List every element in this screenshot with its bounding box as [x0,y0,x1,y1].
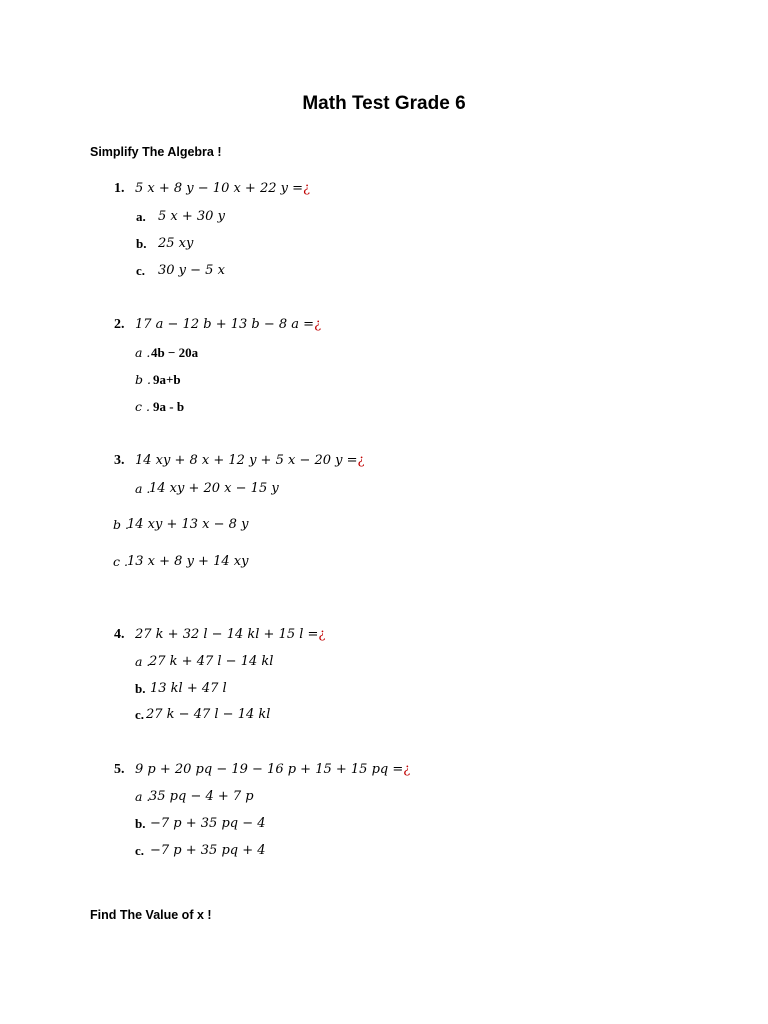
question-1-option-b-label: b. [136,236,147,251]
question-2-expression: 17 a − 12 b + 13 b − 8 a =¿ [135,317,322,332]
question-1-option-a-text: 5 x + 30 y [158,209,225,224]
question-4-option-a-label: a . [135,654,151,669]
question-4-number: 4. [114,627,125,642]
question-3-expression: 14 xy + 8 x + 12 y + 5 x − 20 y =¿ [135,453,365,468]
question-5-option-b-text: −7 p + 35 pq − 4 [150,816,266,831]
question-3-number: 3. [114,453,125,468]
question-4-option-c-text: 27 k − 47 l − 14 kl [146,707,271,722]
question-2-option-a-text: 4b − 20a [151,345,199,360]
question-4-option-b-text: 13 kl + 47 l [150,681,227,696]
question-2-option-c-label: c . [135,399,150,414]
question-5-option-c-label: c. [135,843,145,858]
page-title: Math Test Grade 6 [302,93,466,114]
question-1-option-a-label: a. [136,209,146,224]
section-heading-find-x: Find The Value of x ! [90,908,212,922]
question-5-number: 5. [114,762,125,777]
question-1-option-b-text: 25 xy [158,236,194,251]
question-2-option-c-text: 9a - b [153,399,185,414]
answer-blank-mark: ¿ [318,627,326,642]
question-2-option-b-text: 9a+b [153,372,181,387]
question-4-option-c-label: c. [135,707,145,722]
question-5-option-a-label: a . [135,789,151,804]
question-2-option-b-label: b . [135,372,151,387]
question-5-option-c-text: −7 p + 35 pq + 4 [150,843,266,858]
question-5-expression: 9 p + 20 pq − 19 − 16 p + 15 + 15 pq =¿ [135,762,411,777]
question-4-expression: 27 k + 32 l − 14 kl + 15 l =¿ [135,627,326,642]
answer-blank-mark: ¿ [303,181,310,196]
question-1-option-c-label: c. [136,263,146,278]
question-4-option-a-text: 27 k + 47 l − 14 kl [149,654,274,669]
question-3-option-c-label: c . [113,554,128,569]
answer-blank-mark: ¿ [403,762,411,777]
question-1-option-c-text: 30 y − 5 x [158,263,225,278]
question-4-option-b-label: b. [135,681,146,696]
question-5-option-b-label: b. [135,816,146,831]
question-3-option-a-text: 14 xy + 20 x − 15 y [149,481,279,496]
question-2-option-a-label: a . [135,345,151,360]
question-3-option-c-text: 13 x + 8 y + 14 xy [127,554,249,569]
question-2-number: 2. [114,317,125,332]
answer-blank-mark: ¿ [314,317,322,332]
question-1-expression: 5 x + 8 y − 10 x + 22 y =¿ [135,181,310,196]
question-3-option-a-label: a . [135,481,151,496]
answer-blank-mark: ¿ [357,453,365,468]
question-3-option-b-text: 14 xy + 13 x − 8 y [127,517,249,532]
question-3-option-b-label: b . [113,517,129,532]
section-heading-simplify: Simplify The Algebra ! [90,145,222,159]
question-1-number: 1. [114,181,125,196]
question-5-option-a-text: 35 pq − 4 + 7 p [149,789,254,804]
